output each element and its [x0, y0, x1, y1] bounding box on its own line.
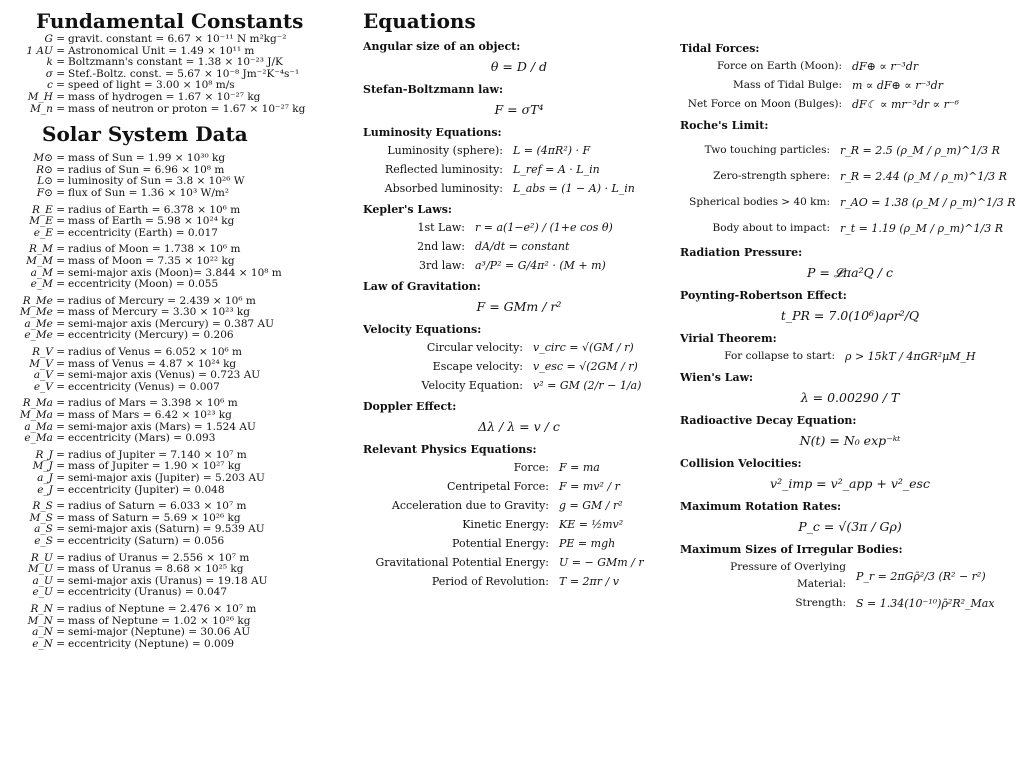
fundamental-constants-title: Fundamental Constants: [36, 9, 304, 33]
solar-data-row: [14, 330, 344, 342]
solar-data-description: luminosity of Sun = 3.8 × 10²⁶ W: [68, 175, 245, 188]
equation-row: [363, 497, 675, 514]
solar-system-data-title: Solar System Data: [42, 122, 248, 147]
middle-column: [363, 8, 675, 592]
gravitation-formula: F = GMm / r²: [476, 299, 562, 314]
solar-data-row: [14, 410, 344, 422]
solar-data-symbol: R_Ma =: [22, 397, 65, 410]
equation-row: [363, 339, 675, 356]
solar-data-row: [14, 604, 344, 616]
irregular-bodies-heading: Maximum Sizes of Irregular Bodies:: [680, 543, 903, 556]
solar-data-symbol: L⊙ =: [37, 175, 65, 188]
equation-label: Potential Energy:: [452, 537, 549, 550]
equation-row: [680, 168, 1020, 185]
velocity-heading: Velocity Equations:: [363, 323, 482, 336]
solar-data-row: [14, 382, 344, 394]
radiation-pressure-heading: Radiation Pressure:: [680, 246, 803, 259]
poynting-robertson-heading: Poynting-Robertson Effect:: [680, 289, 847, 302]
left-column: [14, 8, 344, 655]
constant-symbol: M_H =: [27, 90, 65, 103]
solar-data-symbol: R⊙ =: [36, 163, 65, 176]
solar-data-description: eccentricity (Neptune) = 0.009: [68, 637, 235, 650]
solar-data-symbol: R_S =: [32, 500, 65, 513]
solar-data-row: [14, 433, 344, 445]
equation-formula: KE = ½mv²: [559, 518, 624, 531]
angular-size-heading: Angular size of an object:: [363, 40, 521, 53]
solar-data-description: eccentricity (Saturn) = 0.056: [68, 534, 225, 547]
radioactive-decay-formula: N(t) = N₀ exp⁻ᵏᵗ: [799, 433, 901, 448]
equation-row: [363, 238, 675, 255]
solar-data-group: [14, 205, 344, 240]
equation-label: Body about to impact:: [712, 222, 830, 234]
constant-description: mass of hydrogen = 1.67 × 10⁻²⁷ kg: [68, 90, 261, 103]
equation-label: Kinetic Energy:: [462, 518, 549, 531]
constant-description: speed of light = 3.00 × 10⁸ m/s: [68, 79, 235, 92]
equation-formula: v² = GM (2/r − 1/a): [533, 379, 642, 392]
equation-label: Mass of Tidal Bulge:: [732, 79, 842, 91]
doppler-formula: Δλ / λ = v / c: [478, 419, 560, 434]
equation-row: [363, 377, 675, 394]
solar-data-row: [14, 627, 344, 639]
solar-data-symbol: M_M =: [26, 254, 65, 267]
solar-data-symbol: e_V =: [33, 380, 65, 393]
solar-data-symbol: R_E =: [32, 203, 65, 216]
solar-data-description: mass of Jupiter = 1.90 × 10²⁷ kg: [68, 460, 241, 473]
collision-velocities-formula: v²_imp = v²_app + v²_esc: [770, 476, 930, 491]
solar-data-group: [14, 153, 344, 199]
constant-symbol: σ =: [45, 67, 65, 80]
solar-data-description: eccentricity (Mars) = 0.093: [68, 432, 216, 445]
solar-data-row: [14, 347, 344, 359]
solar-data-symbol: M_S =: [29, 511, 65, 524]
stefan-boltzmann-heading: Stefan-Boltzmann law:: [363, 83, 504, 96]
solar-data-description: mass of Uranus = 8.68 × 10²⁵ kg: [68, 563, 244, 576]
equation-row: [680, 559, 1020, 593]
gravitation-heading: Law of Gravitation:: [363, 280, 481, 293]
equation-formula: S = 1.34(10⁻¹⁰)ρ̄²R²_Max: [856, 597, 995, 610]
equation-label: Net Force on Moon (Bulges):: [687, 98, 842, 110]
tidal-forces-heading: Tidal Forces:: [680, 42, 760, 55]
solar-data-description: radius of Neptune = 2.476 × 10⁷ m: [68, 602, 257, 615]
solar-data-description: radius of Moon = 1.738 × 10⁶ m: [68, 243, 241, 256]
equation-row: [680, 142, 1020, 159]
solar-data-description: mass of Saturn = 5.69 × 10²⁶ kg: [68, 511, 241, 524]
luminosity-heading: Luminosity Equations:: [363, 126, 502, 139]
equation-formula: ρ > 15kT / 4πGR²μM_H: [845, 350, 976, 363]
solar-data-symbol: R_M =: [28, 243, 65, 256]
solar-data-symbol: a_V =: [33, 369, 65, 382]
equation-label: Pressure of Overlying Material:: [730, 561, 846, 590]
solar-data-row: [14, 279, 344, 291]
equation-label: Acceleration due to Gravity:: [391, 499, 549, 512]
solar-data-row: [14, 536, 344, 548]
solar-data-row: [14, 228, 344, 240]
equation-label: Two touching particles:: [704, 144, 830, 156]
equation-row: [363, 219, 675, 236]
equation-label: 3rd law:: [419, 259, 465, 272]
solar-data-group: [14, 296, 344, 342]
equation-label: Absorbed luminosity:: [384, 182, 503, 195]
solar-data-symbol: M⊙ =: [33, 152, 65, 165]
constant-symbol: c =: [46, 79, 65, 92]
solar-data-symbol: M_Ma =: [19, 409, 65, 422]
equation-label: Luminosity (sphere):: [387, 144, 503, 157]
solar-data-row: [14, 639, 344, 651]
solar-data-description: radius of Venus = 6.052 × 10⁶ m: [68, 346, 243, 359]
solar-data-description: semi-major axis (Mercury) = 0.387 AU: [68, 317, 274, 330]
equation-row: [363, 180, 675, 197]
equation-row: [680, 595, 1020, 612]
equation-label: Zero-strength sphere:: [713, 170, 830, 182]
max-rotation-formula: P_c = √(3π / Gρ): [798, 519, 902, 534]
equation-formula: g = GM / r²: [559, 499, 623, 512]
solar-data-description: radius of Mars = 3.398 × 10⁶ m: [68, 397, 238, 410]
max-rotation-heading: Maximum Rotation Rates:: [680, 500, 842, 513]
solar-data-description: radius of Mercury = 2.439 × 10⁶ m: [68, 294, 256, 307]
equation-formula: dF⊕ ∝ r⁻³dr: [852, 60, 919, 73]
solar-data-description: semi-major axis (Jupiter) = 5.203 AU: [68, 472, 265, 484]
solar-data-symbol: e_J =: [37, 483, 65, 496]
equation-formula: P_r = 2πGρ̄²/3 (R² − r²): [856, 569, 986, 583]
equation-formula: v_circ = √(GM / r): [533, 341, 634, 354]
solar-data-description: semi-major (Neptune) = 30.06 AU: [68, 626, 251, 639]
equation-row: [363, 516, 675, 533]
equation-label: Period of Revolution:: [431, 575, 549, 588]
solar-data-symbol: R_U =: [30, 551, 65, 564]
equation-label: Force on Earth (Moon):: [716, 60, 842, 72]
equation-row: [680, 96, 1020, 113]
roche-limit-heading: Roche's Limit:: [680, 119, 769, 132]
constant-description: gravit. constant = 6.67 × 10⁻¹¹ N m²kg⁻²: [68, 33, 287, 45]
solar-data-symbol: M_V =: [29, 357, 65, 370]
solar-data-symbol: e_U =: [32, 586, 65, 599]
equation-row: [363, 554, 675, 571]
solar-data-symbol: a_M =: [30, 266, 65, 279]
solar-data-description: eccentricity (Uranus) = 0.047: [68, 586, 228, 599]
equation-label: Force:: [513, 461, 549, 474]
solar-data-description: radius of Jupiter = 7.140 × 10⁷ m: [68, 448, 247, 461]
angular-size-formula: θ = D / d: [490, 59, 548, 74]
solar-data-description: mass of Sun = 1.99 × 10³⁰ kg: [68, 152, 226, 165]
physics-heading: Relevant Physics Equations:: [363, 443, 537, 456]
solar-data-group: [14, 553, 344, 599]
equation-label: Centripetal Force:: [446, 480, 549, 493]
doppler-heading: Doppler Effect:: [363, 400, 457, 413]
solar-data-description: eccentricity (Earth) = 0.017: [68, 226, 218, 239]
collision-velocities-heading: Collision Velocities:: [680, 457, 802, 470]
equation-label: Escape velocity:: [432, 360, 523, 373]
equation-label: For collapse to start:: [724, 350, 835, 362]
solar-data-symbol: a_U =: [32, 574, 65, 587]
equation-formula: F = mv² / r: [559, 480, 620, 493]
solar-data-symbol: a_Ma =: [24, 420, 65, 433]
solar-data-description: radius of Earth = 6.378 × 10⁶ m: [68, 203, 241, 216]
solar-data-description: mass of Moon = 7.35 × 10²² kg: [68, 254, 235, 267]
right-column: [680, 8, 1020, 614]
constant-description: mass of neutron or proton = 1.67 × 10⁻²⁷ kg: [68, 102, 306, 115]
equation-row: [363, 257, 675, 274]
equation-formula: F = ma: [559, 461, 600, 474]
solar-data-group: [14, 501, 344, 547]
solar-data-row: [14, 216, 344, 228]
equation-formula: L = (4πR²) · F: [513, 144, 591, 157]
equation-row: [680, 220, 1020, 237]
poynting-robertson-formula: t_PR = 7.0(10⁶)aρr²/Q: [780, 308, 920, 323]
solar-data-symbol: R_V =: [32, 346, 65, 359]
equation-label: Circular velocity:: [426, 341, 523, 354]
solar-system-data-list: [14, 153, 344, 650]
equations-title: Equations: [363, 9, 476, 33]
equation-formula: PE = mgh: [559, 537, 616, 550]
solar-data-symbol: M_Me =: [19, 306, 65, 319]
solar-data-description: semi-major axis (Venus) = 0.723 AU: [68, 369, 261, 382]
equation-row: [680, 194, 1020, 211]
solar-data-description: semi-major axis (Moon)= 3.844 × 10⁸ m: [68, 266, 282, 279]
solar-data-group: [14, 347, 344, 393]
equation-formula: a³/P² = G/4π² · (M + m): [475, 259, 606, 272]
stefan-boltzmann-formula: F = σT⁴: [494, 102, 544, 117]
radiation-pressure-formula: P = 𝓛πa²Q / c: [806, 265, 893, 280]
equation-formula: r_AO = 1.38 (ρ_M / ρ_m)^1/3 R: [840, 196, 1016, 209]
solar-data-description: mass of Neptune = 1.02 × 10²⁶ kg: [68, 614, 251, 627]
equation-formula: r_t = 1.19 (ρ_M / ρ_m)^1/3 R: [840, 222, 1003, 235]
solar-data-symbol: M_N =: [27, 614, 65, 627]
equation-row: [363, 573, 675, 590]
solar-data-symbol: e_N =: [32, 637, 65, 650]
solar-data-group: [14, 244, 344, 290]
solar-data-description: mass of Earth = 5.98 × 10²⁴ kg: [68, 215, 235, 228]
equation-label: 2nd law:: [417, 240, 465, 253]
equation-row: [680, 77, 1020, 94]
solar-data-row: [14, 485, 344, 497]
solar-data-symbol: e_M =: [30, 278, 65, 291]
solar-data-row: [14, 564, 344, 576]
equation-formula: r_R = 2.44 (ρ_M / ρ_m)^1/3 R: [840, 170, 1007, 183]
equation-formula: r = a(1−e²) / (1+e cos θ): [475, 221, 613, 234]
solar-data-description: semi-major axis (Saturn) = 9.539 AU: [68, 523, 265, 536]
solar-data-description: eccentricity (Jupiter) = 0.048: [68, 483, 225, 496]
solar-data-symbol: M_E =: [29, 215, 65, 228]
solar-data-description: mass of Mercury = 3.30 × 10²³ kg: [68, 306, 250, 319]
solar-data-symbol: R_Me =: [22, 294, 65, 307]
solar-data-row: [14, 188, 344, 200]
solar-data-description: radius of Sun = 6.96 × 10⁸ m: [68, 163, 225, 176]
solar-data-symbol: a_S =: [34, 523, 65, 536]
equation-formula: L_abs = (1 − A) · L_in: [513, 182, 635, 195]
equation-row: [363, 459, 675, 476]
solar-data-description: semi-major axis (Uranus) = 19.18 AU: [68, 574, 268, 587]
wien-law-heading: Wien's Law:: [680, 371, 754, 384]
solar-data-row: [14, 256, 344, 268]
solar-data-symbol: F⊙ =: [36, 186, 65, 199]
kepler-heading: Kepler's Laws:: [363, 203, 452, 216]
equation-formula: L_ref = A · L_in: [513, 163, 600, 176]
solar-data-symbol: a_J =: [37, 472, 65, 484]
equation-label: Strength:: [795, 597, 846, 609]
wien-law-formula: λ = 0.00290 / T: [800, 390, 900, 405]
solar-data-row: [14, 153, 344, 165]
constant-symbol: G =: [44, 33, 65, 45]
solar-data-row: [14, 587, 344, 599]
equation-formula: r_R = 2.5 (ρ_M / ρ_m)^1/3 R: [840, 144, 1000, 157]
constant-description: Boltzmann's constant = 1.38 × 10⁻²³ J/K: [68, 56, 283, 69]
solar-data-description: radius of Uranus = 2.556 × 10⁷ m: [68, 551, 250, 564]
constant-description: Stef.-Boltz. const. = 5.67 × 10⁻⁸ Jm⁻²K⁻⁴s⁻¹: [68, 67, 300, 80]
solar-data-description: mass of Mars = 6.42 × 10²³ kg: [68, 409, 232, 422]
equation-row: [363, 535, 675, 552]
solar-data-description: mass of Venus = 4.87 × 10²⁴ kg: [68, 357, 237, 370]
solar-data-symbol: R_N =: [30, 602, 65, 615]
equation-row: [680, 348, 1020, 365]
equation-row: [363, 358, 675, 375]
solar-data-description: flux of Sun = 1.36 × 10³ W/m²: [68, 186, 230, 199]
constant-symbol: M_n =: [30, 102, 65, 115]
equation-formula: dF☾ ∝ mr⁻³dr ∝ r⁻⁶: [852, 98, 960, 111]
equation-label: Spherical bodies > 40 km:: [689, 196, 830, 208]
solar-data-group: [14, 604, 344, 650]
solar-data-description: radius of Saturn = 6.033 × 10⁷ m: [68, 500, 247, 513]
equation-formula: v_esc = √(2GM / r): [533, 360, 638, 373]
solar-data-description: eccentricity (Venus) = 0.007: [68, 380, 220, 393]
constant-row: [14, 92, 344, 104]
solar-data-group: [14, 450, 344, 496]
fundamental-constants-list: [14, 34, 344, 115]
solar-data-symbol: R_J =: [35, 448, 65, 461]
equation-label: 1st Law:: [417, 221, 465, 234]
equation-row: [363, 161, 675, 178]
constant-symbol: k =: [46, 56, 65, 69]
solar-data-description: semi-major axis (Mars) = 1.524 AU: [68, 420, 256, 433]
equation-label: Gravitational Potential Energy:: [375, 556, 549, 569]
solar-data-symbol: M_U =: [28, 563, 65, 576]
equation-row: [363, 142, 675, 159]
constant-row: [14, 104, 344, 116]
radioactive-decay-heading: Radioactive Decay Equation:: [680, 414, 857, 427]
constant-row: [14, 34, 344, 46]
equation-formula: T = 2πr / v: [559, 575, 619, 588]
solar-data-symbol: e_Ma =: [24, 432, 65, 445]
solar-data-description: eccentricity (Moon) = 0.055: [68, 278, 219, 291]
virial-theorem-heading: Virial Theorem:: [680, 332, 777, 345]
equation-row: [363, 478, 675, 495]
equation-formula: m ∝ dF⊕ ∝ r⁻³dr: [852, 79, 943, 92]
solar-data-description: eccentricity (Mercury) = 0.206: [68, 329, 234, 342]
solar-data-symbol: e_E =: [33, 226, 65, 239]
solar-data-symbol: e_Me =: [24, 329, 65, 342]
equation-formula: dA/dt = constant: [475, 240, 570, 253]
constant-description: Astronomical Unit = 1.49 × 10¹¹ m: [68, 44, 255, 57]
solar-data-symbol: e_S =: [34, 534, 65, 547]
equation-row: [680, 58, 1020, 75]
solar-data-symbol: a_Me =: [24, 317, 65, 330]
solar-data-row: [14, 473, 344, 485]
solar-data-group: [14, 398, 344, 444]
equation-formula: U = − GMm / r: [559, 556, 644, 569]
solar-data-symbol: a_N =: [32, 626, 65, 639]
solar-data-symbol: M_J =: [32, 460, 65, 473]
equation-label: Reflected luminosity:: [384, 163, 503, 176]
equation-label: Velocity Equation:: [421, 379, 523, 392]
constant-symbol: 1 AU =: [26, 44, 65, 57]
